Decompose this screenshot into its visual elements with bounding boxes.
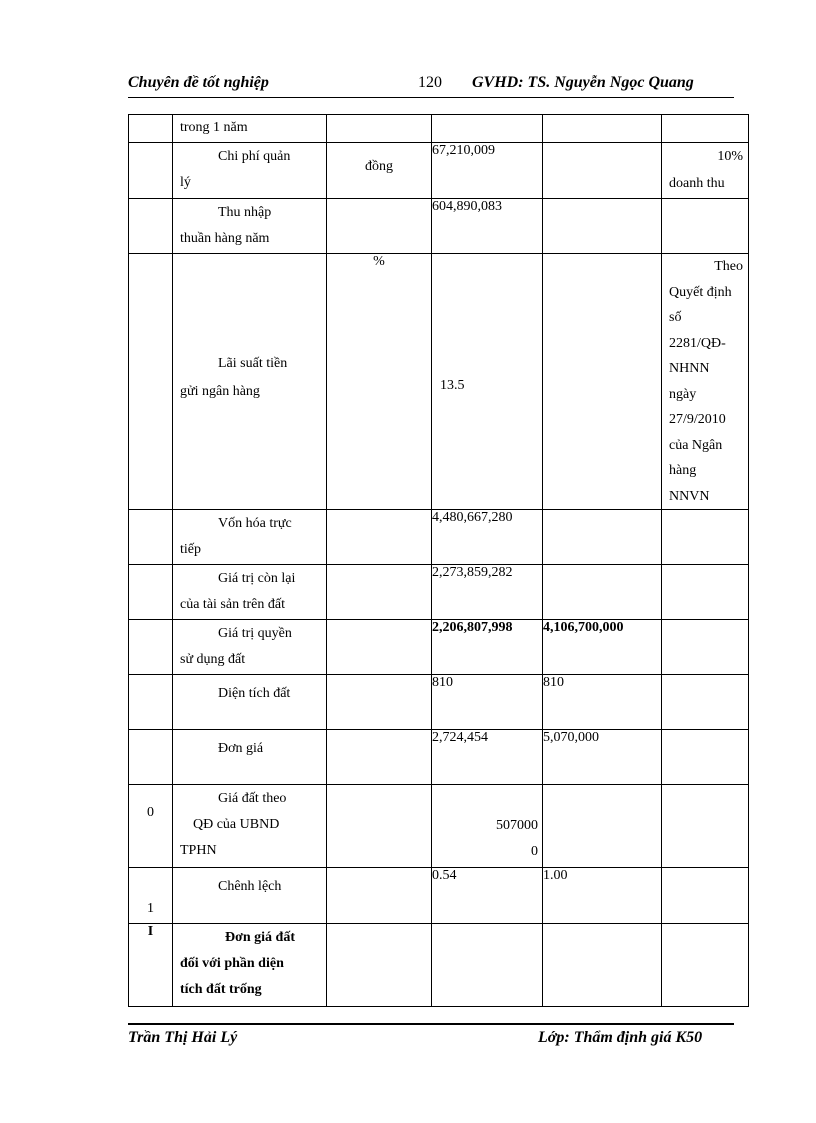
comparison-value-cell: 810 [543, 675, 662, 730]
value-cell: 810 [432, 675, 543, 730]
footer-class: Lớp: Thẩm định giá K50 [538, 1029, 703, 1046]
comparison-value-cell [543, 510, 662, 565]
table-row [129, 115, 749, 143]
note-cell [662, 620, 749, 675]
item-label: Chi phí quản lý [173, 143, 327, 199]
value-cell: 0.54 [432, 868, 543, 924]
comparison-value-cell: 1.00 [543, 868, 662, 924]
table-row [129, 730, 749, 785]
note-cell [662, 785, 749, 868]
footer-rule [128, 1023, 734, 1025]
item-label: Lãi suất tiền gửi ngân hàng [173, 254, 327, 510]
comparison-value-cell: 5,070,000 [543, 730, 662, 785]
row-number [129, 143, 173, 199]
unit-cell: % [327, 254, 432, 510]
item-label: Diện tích đất [173, 675, 327, 730]
value-cell: 507000 0 [432, 785, 543, 868]
header-title: Chuyên đề tốt nghiệp [128, 74, 269, 91]
row-number: 0 [129, 785, 173, 868]
table-row [129, 143, 749, 199]
note-cell [662, 115, 749, 143]
comparison-value-cell [543, 565, 662, 620]
note-cell [662, 675, 749, 730]
item-label: Giá đất theo QĐ của UBND TPHN [173, 785, 327, 868]
row-number [129, 620, 173, 675]
unit-cell [327, 675, 432, 730]
row-number [129, 115, 173, 143]
table-row [129, 254, 749, 510]
table-row [129, 924, 749, 1007]
row-number [129, 675, 173, 730]
value-cell: 13.5 [432, 254, 543, 510]
item-label: Chênh lệch [173, 868, 327, 924]
unit-cell [327, 199, 432, 254]
table-row [129, 785, 749, 868]
unit-cell [327, 510, 432, 565]
comparison-value-cell [543, 254, 662, 510]
comparison-value-cell [543, 785, 662, 868]
comparison-value-cell [543, 924, 662, 1007]
item-label: Giá trị quyền sử dụng đất [173, 620, 327, 675]
unit-cell [327, 565, 432, 620]
comparison-value-cell [543, 143, 662, 199]
row-number [129, 565, 173, 620]
table-row [129, 868, 749, 924]
row-number [129, 254, 173, 510]
header-rule [128, 97, 734, 98]
note-cell [662, 510, 749, 565]
value-cell: 604,890,083 [432, 199, 543, 254]
value-cell: 2,724,454 [432, 730, 543, 785]
footer-author: Trần Thị Hải Lý [128, 1029, 238, 1046]
item-label: trong 1 năm [173, 115, 327, 143]
item-label: Đơn giá đất đối với phần diện tích đất trống [173, 924, 327, 1007]
item-label: Thu nhập thuần hàng năm [173, 199, 327, 254]
row-number [129, 510, 173, 565]
value-cell: 2,206,807,998 [432, 620, 543, 675]
row-number [129, 199, 173, 254]
row-number: 1 [129, 868, 173, 924]
table-row [129, 565, 749, 620]
table-row [129, 675, 749, 730]
note-cell: 10% doanh thu [662, 143, 749, 199]
note-cell [662, 199, 749, 254]
item-label: Đơn giá [173, 730, 327, 785]
comparison-value-cell: 4,106,700,000 [543, 620, 662, 675]
note-cell: Theo Quyết định số 2281/QĐ- NHNN ngày 27/9/2010 của Ngân hàng NNVN [662, 254, 749, 510]
note-cell [662, 730, 749, 785]
unit-cell: đồng [327, 143, 432, 199]
value-cell [432, 115, 543, 143]
page-number: 120 [418, 74, 442, 91]
unit-cell [327, 115, 432, 143]
row-number [129, 730, 173, 785]
unit-cell [327, 620, 432, 675]
table-row [129, 620, 749, 675]
comparison-value-cell [543, 199, 662, 254]
table-row [129, 510, 749, 565]
item-label: Giá trị còn lại của tài sản trên đất [173, 565, 327, 620]
value-cell: 4,480,667,280 [432, 510, 543, 565]
valuation-table [128, 114, 749, 1007]
note-cell [662, 565, 749, 620]
unit-cell [327, 785, 432, 868]
comparison-value-cell [543, 115, 662, 143]
value-cell [432, 924, 543, 1007]
value-cell: 2,273,859,282 [432, 565, 543, 620]
header-advisor: GVHD: TS. Nguyễn Ngọc Quang [472, 74, 694, 91]
unit-cell [327, 868, 432, 924]
table-row [129, 199, 749, 254]
item-label: Vốn hóa trực tiếp [173, 510, 327, 565]
note-cell [662, 924, 749, 1007]
row-number: I [129, 924, 173, 1007]
unit-cell [327, 730, 432, 785]
value-cell: 67,210,009 [432, 143, 543, 199]
unit-cell [327, 924, 432, 1007]
note-cell [662, 868, 749, 924]
